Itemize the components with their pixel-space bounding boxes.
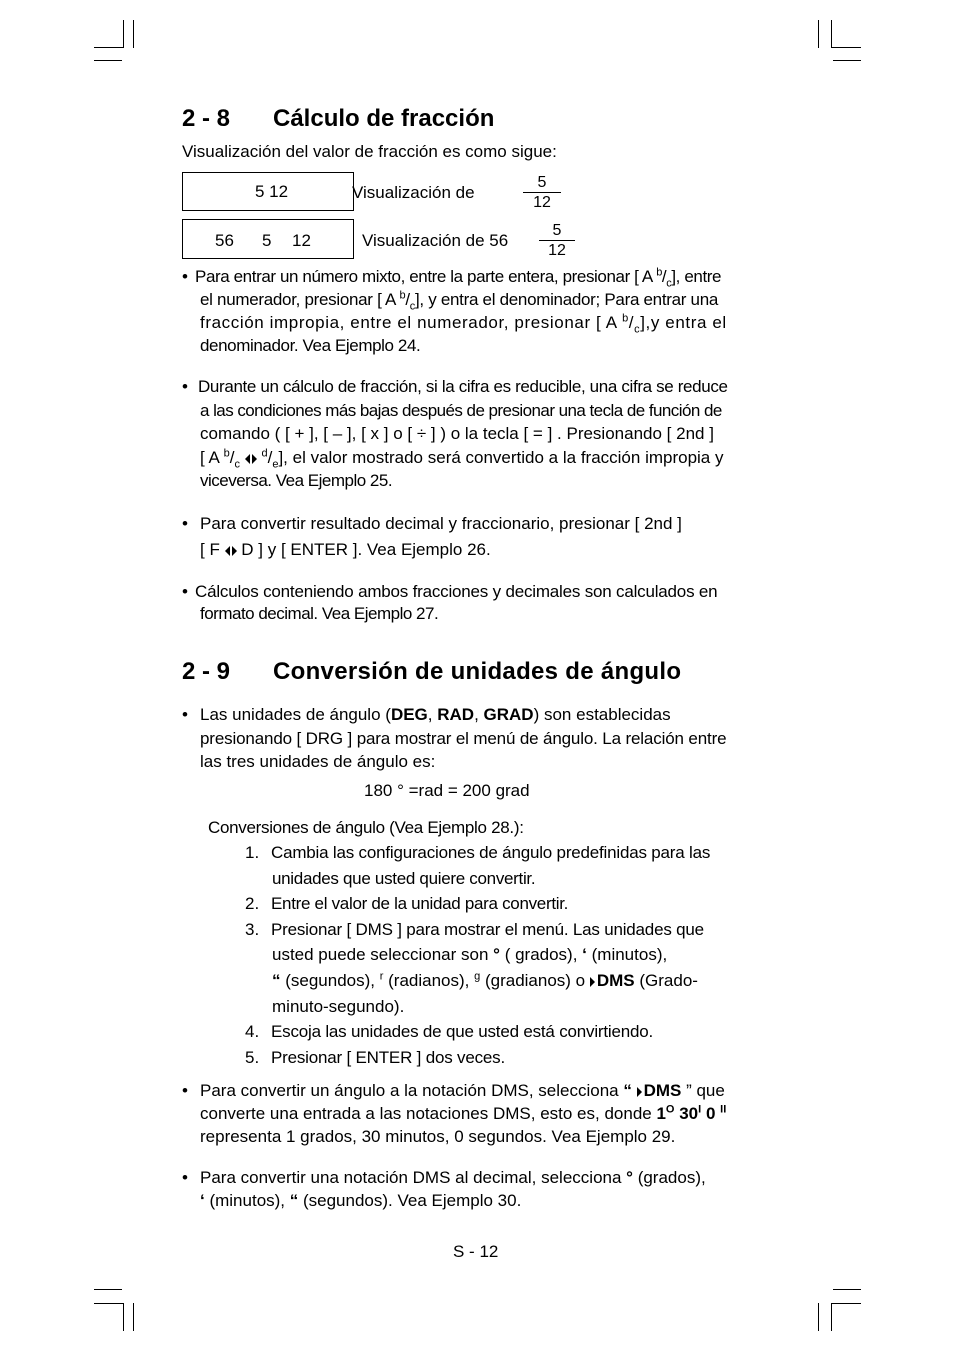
display-denominator: 12 xyxy=(292,231,311,250)
step-3: 3. Presionar [ DMS ] para mostrar el menú. Las unidades que xyxy=(245,920,704,939)
grad-label: GRAD xyxy=(483,705,534,724)
angle-formula: 180 ° =rad = 200 grad xyxy=(364,781,530,800)
dms-label: DMS xyxy=(643,1081,682,1100)
text-line: [ A $^b/_c$ $^d/_e$], el valor mostrado será convertido a la fracción impropia y xyxy=(200,447,724,471)
text-line: Las unidades de ángulo (DEG, RAD, GRAD) son establecidas xyxy=(200,705,671,724)
arrow-left-icon xyxy=(245,454,250,464)
text-line: Para convertir un ángulo a la notación DMS, selecciona “ DMS ” que xyxy=(200,1081,725,1100)
step-1: 1. Cambia las configuraciones de ángulo predefinidas para las xyxy=(245,843,711,862)
second-symbol: “ xyxy=(289,1191,299,1210)
degree-symbol: ° xyxy=(626,1168,633,1187)
second-symbol: “ xyxy=(272,971,281,990)
dms-example: $1^O$ $30^I$ 0 $^{II}$ xyxy=(656,1103,727,1123)
section-title: Cálculo de fracción xyxy=(273,105,495,132)
arrow-left-icon xyxy=(225,546,230,556)
conversions-intro: Conversiones de ángulo (Vea Ejemplo 28.): xyxy=(208,818,524,837)
triangle-right-icon xyxy=(590,977,595,987)
bullet-mark: • xyxy=(182,582,188,601)
section-number: 2 - 9 xyxy=(182,658,231,685)
text-line: Para convertir resultado decimal y fraccionario, presionar [ 2nd ] xyxy=(200,514,682,533)
text-line: a las condiciones más bajas después de presionar una tecla de función de xyxy=(200,401,722,420)
arrow-right-icon xyxy=(252,454,257,464)
step-2: 2. Entre el valor de la unidad para convertir. xyxy=(245,894,569,913)
fraction-5-12-second xyxy=(539,222,575,259)
rad-label: RAD xyxy=(437,705,475,724)
gradian-symbol: g xyxy=(474,970,481,983)
text-line: representa 1 grados, 30 minutos, 0 segundos. Vea Ejemplo 29. xyxy=(200,1127,676,1146)
text-line: las tres unidades de ángulo es: xyxy=(200,752,436,771)
fraction-numerator: 5 xyxy=(537,174,547,191)
text-line: Para convertir una notación DMS al decimal, selecciona ° (grados), xyxy=(200,1168,706,1187)
text-line: ‘ (minutos), “ (segundos). Vea Ejemplo 30. xyxy=(200,1191,522,1210)
display-whole: 56 xyxy=(215,231,234,250)
radian-symbol: r xyxy=(379,970,384,983)
step-3-cont: usted puede seleccionar son ° ( grados), ‘ (minutos), xyxy=(272,945,668,964)
display-box-2 xyxy=(182,219,354,259)
degree-symbol: ° xyxy=(493,945,500,964)
text-line: Cálculos conteniendo ambos fracciones y decimales son calculados en xyxy=(195,582,718,601)
step-3-cont: minuto-segundo). xyxy=(272,997,405,1016)
bullet-mark: • xyxy=(182,1168,188,1187)
fraction-denominator: 12 xyxy=(533,194,551,211)
fraction-5-12 xyxy=(523,174,561,211)
triangle-right-icon xyxy=(637,1087,642,1097)
dms-label: DMS xyxy=(596,971,635,990)
text-line: Para entrar un número mixto, entre la parte entera, presionar [ A $^b/_c$], entre xyxy=(195,266,722,290)
text-line: Durante un cálculo de fracción, si la cifra es reducible, una cifra se reduce xyxy=(198,377,728,396)
text-line: presionando [ DRG ] para mostrar el menú de ángulo. La relación entre xyxy=(200,729,727,748)
step-5: 5. Presionar [ ENTER ] dos veces. xyxy=(245,1048,505,1067)
minute-symbol: ‘ xyxy=(200,1191,205,1210)
text-line: formato decimal. Vea Ejemplo 27. xyxy=(200,604,439,623)
section-title: Conversión de unidades de ángulo xyxy=(273,658,682,685)
section-heading-2-8 xyxy=(182,105,494,133)
display-box-1 xyxy=(182,172,354,211)
text-line: el numerador, presionar [ A $^b/_c$], y entra el denominador; Para entrar una xyxy=(200,289,719,313)
display-1-label: Visualización de xyxy=(352,183,475,202)
step-1-cont: unidades que usted quiere convertir. xyxy=(272,869,536,888)
display-value: 5 12 xyxy=(255,182,289,201)
fraction-bar xyxy=(523,192,561,193)
fraction-denominator: 12 xyxy=(548,242,566,259)
fraction-numerator: 5 xyxy=(552,222,562,239)
step-3-cont: “ (segundos), $^r$ (radianos), $^g$ (gradianos) o DMS (Grado- xyxy=(272,970,698,990)
deg-label: DEG xyxy=(390,705,428,724)
fraction-bar xyxy=(539,240,575,241)
display-2-label: Visualización de 56 xyxy=(362,231,509,250)
section-number: 2 - 8 xyxy=(182,105,231,132)
text-line: converte una entrada a las notaciones DMS, esto es, donde $1^O$ $30^I$ 0 $^{II}$ xyxy=(200,1103,727,1123)
bullet-mark: • xyxy=(182,377,188,396)
text-line: comando ( [ + ], [ – ], [ x ] o [ ÷ ] ) o la tecla [ = ] . Presionando [ 2nd ] xyxy=(200,424,714,443)
text-line: viceversa. Vea Ejemplo 25. xyxy=(200,471,393,490)
text-line: fracción impropia, entre el numerador, presionar [ A $^b/_c],y$ entra el xyxy=(200,312,727,336)
text-line: [ F D ] y [ ENTER ]. Vea Ejemplo 26. xyxy=(200,540,491,559)
text-line: denominador. Vea Ejemplo 24. xyxy=(200,336,421,355)
section-heading-2-9 xyxy=(182,658,681,686)
minute-symbol: ‘ xyxy=(582,945,587,964)
bullet-mark: • xyxy=(182,1081,188,1100)
bullet-mark: • xyxy=(182,267,188,286)
step-4: 4. Escoja las unidades de que usted está convirtiendo. xyxy=(245,1022,654,1041)
display-numerator: 5 xyxy=(262,231,272,250)
fraction-intro: Visualización del valor de fracción es como sigue: xyxy=(182,142,557,161)
bullet-mark: • xyxy=(182,514,188,533)
page-number: S - 12 xyxy=(453,1242,499,1261)
bullet-mark: • xyxy=(182,705,188,724)
